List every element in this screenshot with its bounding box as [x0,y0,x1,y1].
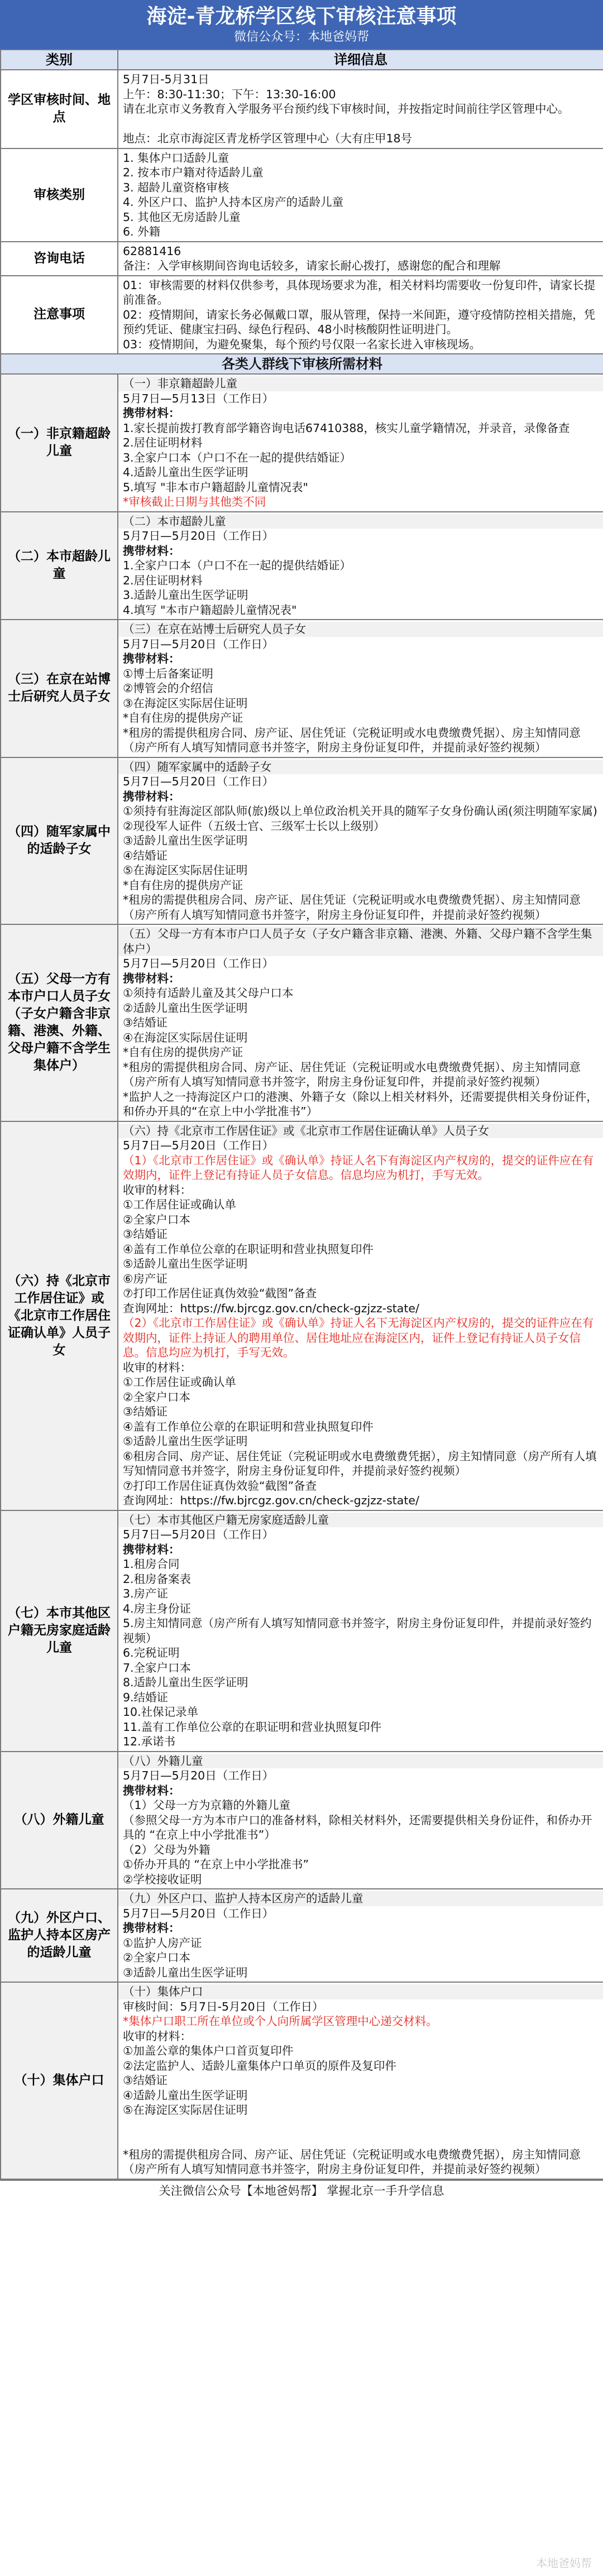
detail-line: ⑦打印工作居住证真伪效验“截图”备查 [123,1287,317,1300]
detail-line [123,2132,599,2147]
category-row [1,924,603,1121]
detail-line: 4.适龄儿童出生医学证明 [123,466,248,479]
detail-line: 1.家长提前拨打教育部学籍咨询电话67410388，核实儿童学籍情况，并录音，录像备查 [123,421,570,435]
detail-line: *监护人之一持海淀区户口的港澳、外籍子女（除以上相关材料外，还需要提供相关身份证件，和侨办开具的“在京上中小学批准书”） [123,1090,598,1118]
section-header-row [1,354,603,374]
detail-line: ④盖有工作单位公章的在职证明和营业执照复印件 [123,1242,374,1256]
detail-line: 62881416 [123,244,181,258]
detail-line: 4. 外区户口、监护人持本区房产的适龄儿童 [123,195,344,209]
detail-line: 5月7日—5月20日（工作日） [123,529,274,543]
detail-line: ①加盖公章的集体户口首页复印件 [123,2044,294,2057]
category-label: （十）集体户口 [1,1982,118,2179]
detail-line [123,2118,599,2133]
page-subtitle: 微信公众号：本地爸妈帮 [233,30,369,44]
detail-line: *租房的需提供租房合同、房产证、居住凭证（完税证明或水电费缴费凭据），房主知情同意（房产所有人填写知情同意书并签字，附房主身份证复印件，并提前录好签约视频） [123,2147,581,2176]
detail-line: ⑥房产证 [123,1272,168,1285]
detail-line: 5月7日—5月13日（工作日） [123,391,274,405]
category-row [1,374,603,512]
category-details [118,374,603,512]
detail-line: ③适龄儿童出生医学证明 [123,834,248,847]
detail-line: ①监护人房产证 [123,1936,202,1950]
detail-line: 收审的材料： [123,1183,192,1197]
detail-line: 2.居住证明材料 [123,436,203,449]
category-details [118,1510,603,1752]
category-rows [1,374,603,2179]
general-details [118,276,603,354]
detail-line: 2.居住证明材料 [123,573,203,587]
detail-line: 审核时间：5月7日-5月20日（工作日） [123,1999,324,2013]
detail-line: 备注：入学审核期间咨询电话较多，请家长耐心拨打，感谢您的配合和理解 [123,259,501,272]
general-label: 注意事项 [1,276,118,354]
general-label: 审核类别 [1,148,118,242]
detail-line: 收审的材料： [123,1360,192,1374]
detail-line: ①工作居住证或确认单 [123,1375,236,1389]
detail-line: *自有住房的提供房产证 [123,711,243,725]
detail-line: *集体户口职工所在单位或个人向所属学区管理中心递交材料。 [123,2014,438,2028]
general-row [1,276,603,354]
detail-line: ⑤在海淀区实际居住证明 [123,864,248,877]
detail-line: ⑤适龄儿童出生医学证明 [123,1257,248,1270]
detail-line: 上午：8:30-11:30；下午：13:30-16:00 [123,87,336,101]
detail-line: 5月7日—5月20日（工作日） [123,775,274,788]
detail-line: *自有住房的提供房产证 [123,878,243,892]
detail-line: ⑤在海淀区实际居住证明 [123,2103,248,2117]
detail-line: 7.全家户口本 [123,1661,192,1675]
detail-line: （1）《北京市工作居住证》或《确认单》持证人名下有海淀区内产权房的，提交的证件应在有效期内，证件上登记有持证人员子女信息。信息均应为机打，手写无效。 [123,1153,594,1182]
category-label: （三）在京在站博士后研究人员子女 [1,620,118,757]
detail-line: （三）在京在站博士后研究人员子女 [118,622,603,637]
detail-line: 5. 其他区无房适龄儿童 [123,210,241,224]
detail-line: ③结婚证 [123,2074,168,2087]
category-row [1,757,603,925]
category-row [1,620,603,757]
detail-line: 5.填写 "非本市户籍超龄儿童情况表" [123,480,308,494]
detail-line: ②全家户口本 [123,1390,190,1404]
detail-line: 2.租房备案表 [123,1572,192,1586]
detail-line: ③适龄儿童出生医学证明 [123,1965,248,1979]
watermark: 本地爸妈帮 [536,2556,592,2570]
detail-line: 1.租房合同 [123,1557,180,1571]
detail-line: 1.全家户口本（户口不在一起的提供结婚证） [123,559,352,572]
category-label: （八）外籍儿童 [1,1752,118,1889]
category-details [118,512,603,620]
category-details [118,1889,603,1982]
detail-line: 收审的材料： [123,2029,192,2043]
category-details [118,757,603,925]
column-header-category: 类别 [1,50,118,70]
category-row [1,1982,603,2179]
detail-line: 携带材料： [123,652,180,665]
category-details [118,1982,603,2179]
detail-line: ②法定监护人、适龄儿童集体户口单页的原件及复印件 [123,2059,396,2073]
detail-line: 地点：北京市海淀区青龙桥学区管理中心（大有庄甲18号 [123,132,413,145]
detail-line: *自有住房的提供房产证 [123,1045,243,1059]
general-details [118,70,603,148]
detail-line: （四）随军家属中的适龄子女 [118,760,603,775]
detail-line: （参照父母一方为本市户口的准备材料，除相关材料外，还需要提供相关身份证件，和侨办开具的 “在京上中小学批准书”） [123,1813,592,1841]
category-label: （二）本市超龄儿童 [1,512,118,620]
general-row [1,242,603,276]
detail-line: *租房的需提供租房合同、房产证、居住凭证（完税证明或水电费缴费凭据）、房主知情同意（房产所有人填写知情同意书并签字，附房主身份证复印件，并提前录好签约视频） [123,726,581,754]
detail-line: ③结婚证 [123,1227,168,1241]
detail-line: （2）父母为外籍 [123,1843,210,1857]
detail-line: （九）外区户口、监护人持本区房产的适龄儿童 [118,1891,603,1906]
detail-line: （1）父母一方为京籍的外籍儿童 [123,1798,291,1812]
detail-line: 5月7日—5月20日（工作日） [123,957,274,970]
detail-line: 3.适龄儿童出生医学证明 [123,588,248,602]
detail-line: ④盖有工作单位公章的在职证明和营业执照复印件 [123,1419,374,1433]
detail-line: 携带材料： [123,789,180,803]
detail-line: ①工作居住证或确认单 [123,1198,236,1211]
detail-line: ②全家户口本 [123,1951,190,1964]
detail-line: ②现役军人证件（五级士官、三级军士长以上级别） [123,819,385,833]
detail-line: 10.社保记录单 [123,1705,199,1719]
general-label: 学区审核时间、地点 [1,70,118,148]
footer: 关注微信公众号【本地爸妈帮】 掌握北京一手升学信息 [0,2180,603,2201]
detail-line: 2. 按本市户籍对待适龄儿童 [123,166,264,179]
detail-line: （十）集体户口 [118,1984,603,1999]
detail-line: 携带材料： [123,971,180,985]
detail-line: 携带材料： [123,1542,180,1556]
detail-line: *租房的需提供租房合同、房产证、居住凭证（完税证明或水电费缴费凭据）、房主知情同意（房产所有人填写知情同意书并签字，附房主身份证复印件，并提前录好签约视频） [123,1060,581,1088]
general-row [1,148,603,242]
detail-line: ③结婚证 [123,1405,168,1418]
detail-line: （五）父母一方有本市户口人员子女（子女户籍含非京籍、港澳、外籍、父母户籍不含学生集体户） [118,927,603,956]
detail-line: ③结婚证 [123,1016,168,1029]
detail-line: 6.完税证明 [123,1646,180,1659]
title-banner [0,0,603,49]
page-title: 海淀-青龙桥学区线下审核注意事项 [146,5,457,28]
general-details [118,242,603,276]
detail-line: 03：疫情期间，为避免聚集，每个预约号仅限一名家长进入审核现场。 [123,337,481,351]
detail-line [123,117,599,132]
detail-line: 8.适龄儿童出生医学证明 [123,1676,248,1689]
category-label: （四）随军家属中的适龄子女 [1,757,118,925]
general-details [118,148,603,242]
detail-line: 11.盖有工作单位公章的在职证明和营业执照复印件 [123,1720,382,1734]
detail-line: ⑤适龄儿童出生医学证明 [123,1435,248,1448]
detail-line: *审核截止日期与其他类不同 [123,495,266,509]
detail-line: （2）《北京市工作居住证》或《确认单》持证人名下无海淀区内产权房的，提交的证件应在有效期内，证件上持证人的聘用单位、居住地址应在海淀区内，证件上登记有持证人员子女信息。信息均应为机打，手写无效。 [123,1316,594,1359]
detail-line: 5月7日—5月20日（工作日） [123,637,274,651]
detail-line: 5月7日—5月20日（工作日） [123,1906,274,1920]
category-row [1,1121,603,1510]
detail-line: ②学校接收证明 [123,1872,202,1886]
detail-line: 5月7日-5月31日 [123,73,209,86]
detail-line: 01：审核需要的材料仅供参考，具体现场要求为准，相关材料均需要收一份复印件，请家长提前准备。 [123,278,596,306]
detail-line: 5月7日—5月20日（工作日） [123,1528,274,1541]
category-label: （一）非京籍超龄儿童 [1,374,118,512]
detail-line: 02：疫情期间，请家长务必佩戴口罩，服从管理，保持一米间距，遵守疫情防控相关措施，凭预约凭证、健康宝扫码、绿色行程码、48小时核酸阴性证明进门。 [123,308,596,336]
detail-line: ①侨办开具的 “在京上中小学批准书” [123,1858,309,1871]
category-row [1,1752,603,1889]
category-row [1,1889,603,1982]
detail-line: ②博管会的介绍信 [123,682,213,695]
detail-line: 5月7日—5月20日（工作日） [123,1139,274,1152]
detail-line: 3.房产证 [123,1587,169,1600]
detail-line: *租房的需提供租房合同、房产证、居住凭证（完税证明或水电费缴费凭据）、房主知情同意（房产所有人填写知情同意书并签字，附房主身份证复印件，并提前录好签约视频） [123,893,581,922]
category-details [118,620,603,757]
detail-line: 请在北京市义务教育入学服务平台预约线下审核时间，并按指定时间前往学区管理中心。 [123,102,570,116]
category-label: （六）持《北京市工作居住证》或《北京市工作居住证确认单》人员子女 [1,1121,118,1510]
detail-line: ②适龄儿童出生医学证明 [123,1001,248,1015]
detail-line: 3.全家户口本（户口不在一起的提供结婚证） [123,450,352,464]
detail-line: （一）非京籍超龄儿童 [118,376,603,391]
detail-line: 9.结婚证 [123,1690,169,1704]
detail-line: ④结婚证 [123,848,168,862]
general-label: 咨询电话 [1,242,118,276]
detail-line: （二）本市超龄儿童 [118,514,603,529]
table-header-row [1,50,603,70]
category-label: （五）父母一方有本市户口人员子女（子女户籍含非京籍、港澳、外籍、父母户籍不含学生集体户） [1,924,118,1121]
category-details [118,924,603,1121]
category-row [1,512,603,620]
column-header-details: 详细信息 [118,50,603,70]
detail-line: 3. 超龄儿童资格审核 [123,180,229,194]
category-row [1,1510,603,1752]
category-details [118,1121,603,1510]
detail-line: ①须持有适龄儿童及其父母户口本 [123,986,294,1000]
detail-line: 携带材料： [123,1921,180,1935]
detail-line: 12.承诺书 [123,1735,176,1748]
category-label: （九）外区户口、监护人持本区房产的适龄儿童 [1,1889,118,1982]
category-label: （七）本市其他区户籍无房家庭适龄儿童 [1,1510,118,1752]
detail-line: 携带材料： [123,406,180,420]
detail-line: 查询网址：https://fw.bjrcgz.gov.cn/check-gzjzz-state/ [123,1494,419,1507]
category-details [118,1752,603,1889]
detail-line: ④适龄儿童出生医学证明 [123,2088,248,2102]
detail-line: ⑦打印工作居住证真伪效验“截图”备查 [123,1479,317,1493]
detail-line: 5月7日—5月20日（工作日） [123,1769,274,1782]
detail-line: 6. 外籍 [123,225,161,238]
general-row [1,70,603,148]
detail-line: ③在海淀区实际居住证明 [123,696,248,710]
detail-line: ①须持有驻海淀区部队师(旅)级以上单位政治机关开具的随军子女身份确认函(须注明随军家属) [123,804,597,818]
section-title: 各类人群线下审核所需材料 [1,354,603,374]
detail-line: （七）本市其他区户籍无房家庭适龄儿童 [118,1513,603,1528]
detail-line: ①博士后备案证明 [123,666,213,680]
detail-line: 4.填写 "本市户籍超龄儿童情况表" [123,603,297,617]
info-table [0,49,603,2180]
general-rows [1,70,603,354]
detail-line: 携带材料： [123,1783,180,1797]
detail-line: （八）外籍儿童 [118,1754,603,1769]
detail-line: ②全家户口本 [123,1212,190,1226]
detail-line: 5.房主知情同意（房产所有人填写知情同意书并签字，附房主身份证复印件，并提前录好签约视频） [123,1616,592,1645]
detail-line: ④在海淀区实际居住证明 [123,1030,248,1044]
detail-line: ⑥租房合同、房产证、居住凭证（完税证明或水电费缴费凭据），房主知情同意（房产所有人填写知情同意书并签字，附房主身份证复印件，并提前录好签约视频） [123,1449,597,1478]
detail-line: 携带材料： [123,544,180,558]
detail-line: 查询网址：https://fw.bjrcgz.gov.cn/check-gzjzz-state/ [123,1301,419,1315]
detail-line: 4.房主身份证 [123,1601,192,1615]
detail-line: 1. 集体户口适龄儿童 [123,151,229,165]
detail-line: （六）持《北京市工作居住证》或《北京市工作居住证确认单》人员子女 [118,1124,603,1139]
